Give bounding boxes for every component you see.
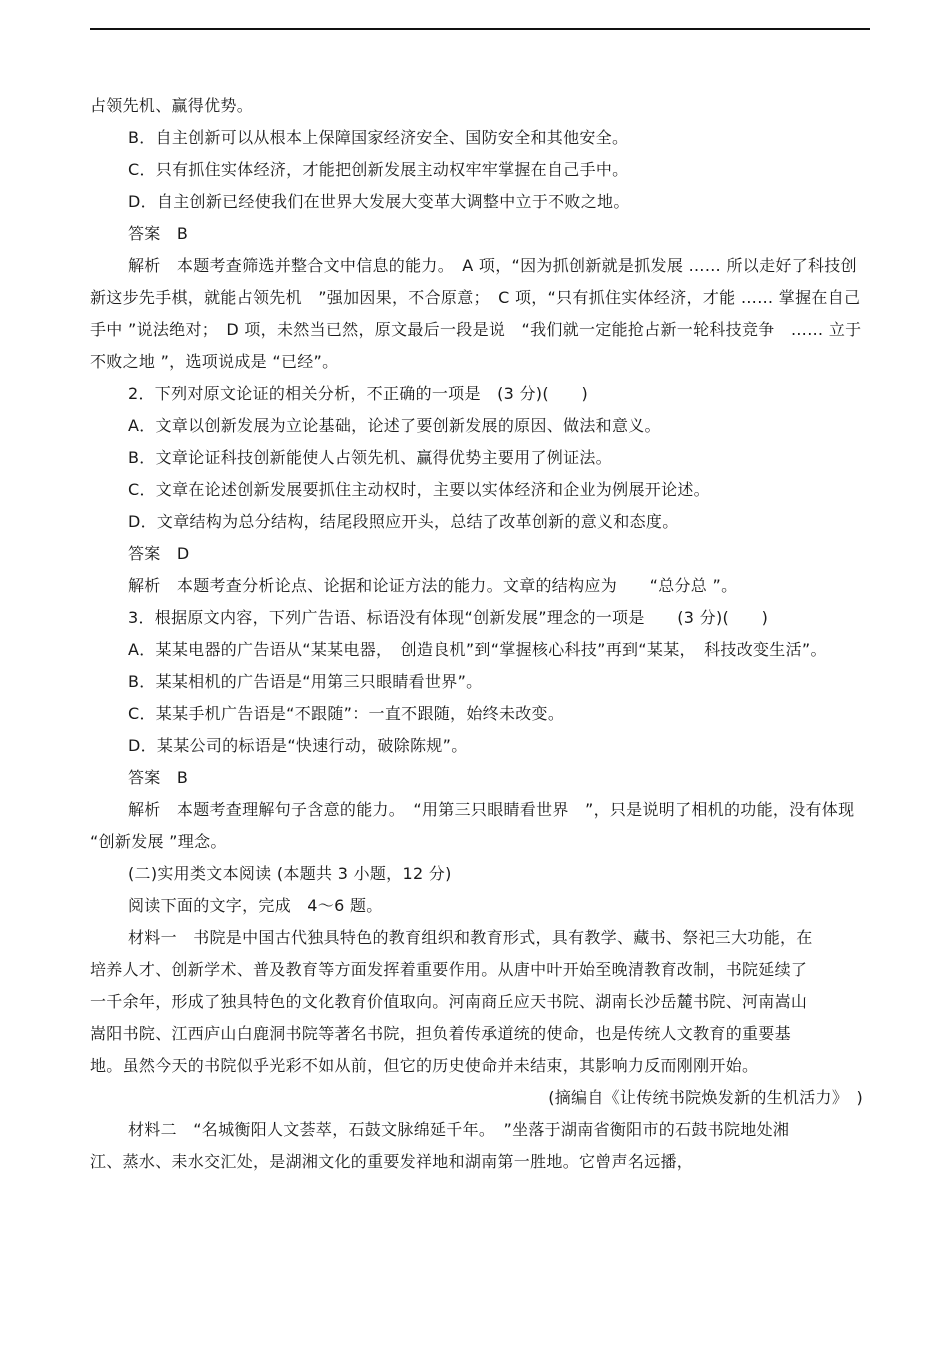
analysis: 解析 本题考查筛选并整合文中信息的能力。 A 项，“因为抓创新就是抓发展 …… 所以走好了科技创新这步先手棋，就能占领先机 ”强加因果，不合原意； C 项，“只有抓住实体经济，才能 …… 掌握在自己手中 ”说法绝对； D 项，未然当已然，原文最后一段是说 “我们就一定能抢占新一轮科技竞争 …… 立于不败之地 ”，选项说成是 “已经”。 [90, 256, 862, 371]
answer: 答案 D [128, 544, 190, 563]
source-note: (摘编自《让传统书院焕发新的生机活力》 ) [548, 1088, 863, 1107]
material-one: 材料一 书院是中国古代独具特色的教育组织和教育形式，具有教学、藏书、祭祀三大功能，在培养人才、创新学术、普及教育等方面发挥着重要作用。从唐中叶开始至晚清教育改制，书院延续了一千余年，形成了独具特色的文化教育价值取向。河南商丘应天书院、湖南长沙岳麓书院、河南嵩山嵩阳书院、江西庐山白鹿洞书院等著名书院，担负着传承道统的使命，也是传统人文教育的重要基地。虽然今天的书院似乎光彩不如从前，但它的历史使命并未结束，其影响力反而刚刚开始。 [90, 928, 813, 1075]
section-heading: (二)实用类文本阅读 (本题共 3 小题，12 分) [128, 864, 452, 883]
option-b: B．文章论证科技创新能使人占领先机、赢得优势主要用了例证法。 [128, 448, 612, 467]
option-a: A．文章以创新发展为立论基础，论述了要创新发展的原因、做法和意义。 [128, 416, 661, 435]
option-a: A．某某电器的广告语从“某某电器， 创造良机”到“掌握核心科技”再到“某某， 科技改变生活”。 [128, 640, 827, 659]
answer: 答案 B [128, 768, 189, 787]
option-c: C．文章在论述创新发展要抓住主动权时，主要以实体经济和企业为例展开论述。 [128, 480, 710, 499]
answer: 答案 B [128, 224, 189, 243]
option-d: D．自主创新已经使我们在世界大发展大变革大调整中立于不败之地。 [128, 192, 630, 211]
instruction: 阅读下面的文字，完成 4～6 题。 [128, 896, 383, 915]
question-3: 3．根据原文内容，下列广告语、标语没有体现“创新发展”理念的一项是 (3 分)( ) [128, 608, 769, 627]
option-b: B．某某相机的广告语是“用第三只眼睛看世界”。 [128, 672, 483, 691]
option-b: B．自主创新可以从根本上保障国家经济安全、国防安全和其他安全。 [128, 128, 629, 147]
option-c: C．某某手机广告语是“不跟随”：一直不跟随，始终未改变。 [128, 704, 565, 723]
analysis: 解析 本题考查分析论点、论据和论证方法的能力。文章的结构应为 “总分总 ”。 [128, 576, 738, 595]
document-body [90, 90, 865, 1178]
text-line: 占领先机、赢得优势。 [90, 96, 254, 115]
option-d: D．文章结构为总分结构，结尾段照应开头，总结了改革创新的意义和态度。 [128, 512, 679, 531]
option-d: D．某某公司的标语是“快速行动，破除陈规”。 [128, 736, 468, 755]
top-rule [90, 28, 870, 30]
analysis: 解析 本题考查理解句子含意的能力。 “用第三只眼睛看世界 ”，只是说明了相机的功能，没有体现 “创新发展 ”理念。 [90, 800, 855, 851]
option-c: C．只有抓住实体经济，才能把创新发展主动权牢牢掌握在自己手中。 [128, 160, 629, 179]
material-two: 材料二 “名城衡阳人文荟萃，石鼓文脉绵延千年。 ”坐落于湖南省衡阳市的石鼓书院地处湘江、蒸水、耒水交汇处，是湖湘文化的重要发祥地和湖南第一胜地。它曾声名远播， [90, 1120, 790, 1171]
question-2: 2．下列对原文论证的相关分析，不正确的一项是 (3 分)( ) [128, 384, 589, 403]
